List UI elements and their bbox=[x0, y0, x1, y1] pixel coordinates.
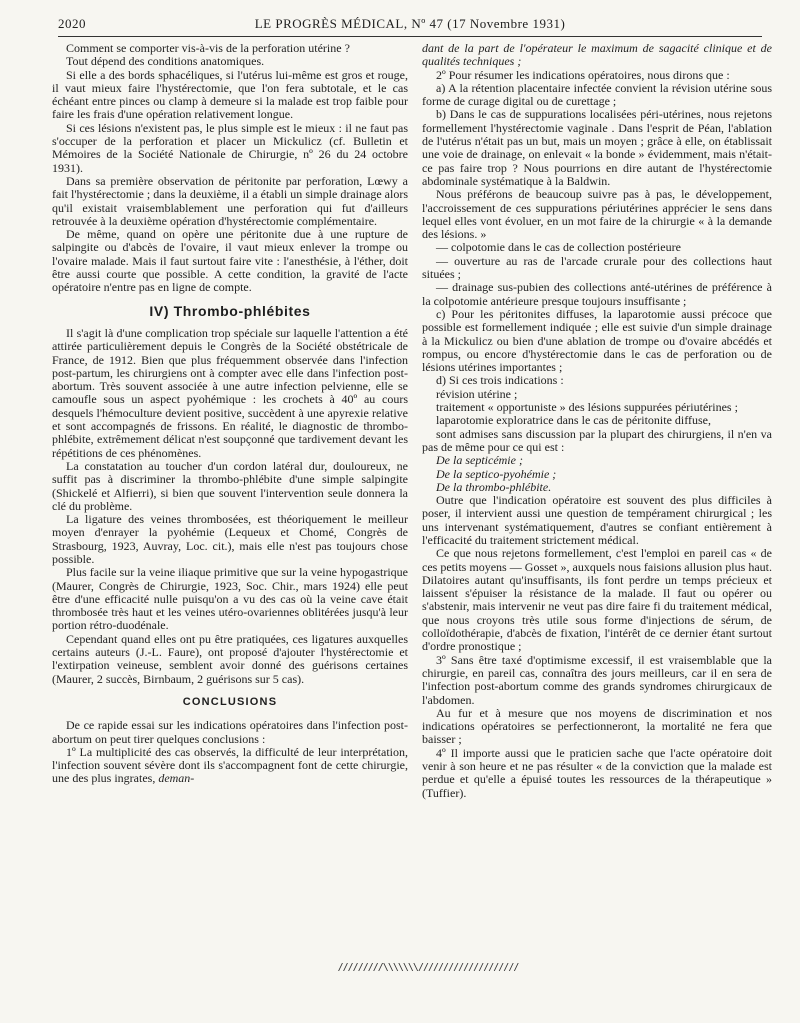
paragraph: d) Si ces trois indications : bbox=[436, 373, 564, 388]
list-item: De la thrombo-phlébite. bbox=[436, 479, 552, 494]
running-title: LE PROGRÈS MÉDICAL, Nº 47 (17 Novembre 1931) bbox=[254, 16, 566, 31]
paragraph: La constatation au toucher d'un cordon latéral dur, douloureux, ne suffit pas à discriminer la thrombo-phlébite d'une simple salpingite (Shickelé et Alfierri), si bien que souvent l'intervention seule donnera la clé du problème. bbox=[52, 458, 408, 513]
page-header bbox=[58, 14, 762, 36]
list-item: — colpotomie dans le cas de collection postérieure bbox=[436, 240, 681, 255]
paragraph: Plus facile sur la veine iliaque primitive que sur la veine hypogastrique (Maurer, Congrès de Chirurgie, 1923, Soc. Chir., mars 1924) elle peut être d'une efficacité nulle puisqu'on a vu des cas où la veine cave était thrombosée très haut et les veines utéro-ovariennes oblitérées jusqu'à leur portion rétro-duodénale. bbox=[52, 565, 408, 633]
paragraph: Si elle a des bords sphacéliques, si l'utérus lui-même est gros et rouge, il vaut mieux faire l'hystérectomie, que l'on fera subtotale, et le cas échéant entre pinces ou clamp à demeure si la malade est trop faible pour faire les frais d'une opération relativement longue. bbox=[52, 67, 408, 122]
paragraph: Ce que nous rejetons formellement, c'est l'emploi en pareil cas « de ces petits moyens — Gosset », auxquels nous faisions allusion plus haut. Dilatoires autant qu'insuffisants, ils font perdre un temps précieux et laissent s'épuiser la résistance de la malade. Il faut ou opérer ou s'abstenir, mais intervenir ne veut pas dire faire fi du traitement médical, que nous croyons très utile sous forme d'injections de sérum, de colloïdothérapie, d'abcès de fixation, l'intérêt de ce dernier étant surtout d'ordre pronostique ; bbox=[422, 546, 772, 654]
paragraph bbox=[52, 746, 408, 786]
paragraph: 4º Il importe aussi que le praticien sache que l'acte opératoire doit venir à son heure et ne pas résulter « de la conviction que la malade est perdue et qu'elle a épuisé toutes les ressources de la thérapeutique » (Tuffier). bbox=[422, 745, 772, 800]
end-ornament: /////////\\\\\\\//////////////////// bbox=[337, 962, 519, 973]
paragraph: Il s'agit là d'une complication trop spéciale sur laquelle l'attention a été attirée particulièrement depuis le Congrès de la Société obstétricale de France, de 1912. Bien que plus fréquemment observée dans l'infection post-partum, les chirurgiens ont à compter avec elle dans l'infection post-abortum. Très souvent associée à une autre infection pelvienne, elle se camoufle sous un aspect pyohémique : les crochets à 40º au cours desquels l'hémoculture devient positive, succèdent à une apyrexie relative et sont accompagnés de frissons. En réalité, le diagnostic de thrombo-phlébite, extrêmement délicat n'est soupçonné que tardivement devant les répétitions de ces phénomènes. bbox=[52, 325, 408, 460]
header-rule bbox=[58, 36, 762, 37]
paragraph-text-italic: deman- bbox=[158, 771, 195, 786]
list-item: — ouverture au ras de l'arcade crurale pour des collections haut situées ; bbox=[422, 253, 772, 282]
section-heading: IV) Thrombo-phlébites bbox=[149, 302, 311, 319]
left-column bbox=[52, 42, 408, 786]
conclusions-heading: CONCLUSIONS bbox=[182, 695, 278, 708]
paragraph: Au fur et à mesure que nos moyens de discrimination et nos indications opératoires se perfectionneront, la mortalité ne fera que baisser ; bbox=[422, 705, 772, 747]
page-number: 2020 bbox=[58, 16, 86, 31]
paragraph: Cependant quand elles ont pu être pratiquées, ces ligatures auxquelles certains auteurs (J.-L. Faure), ont proposé d'ajouter l'hystérectomie et l'extirpation veineuse, semblent avoir donné des guérisons certaines (Maurer, 2 succès, Birnbaum, 2 guérisons sur 5 cas). bbox=[52, 631, 408, 686]
continued-text: dant de la part de l'opérateur le maximum de sagacité clinique et de qualités techniques ; bbox=[422, 41, 772, 69]
paragraph: Outre que l'indication opératoire est souvent des plus difficiles à poser, il intervient aussi une question de tempérament chirurgical ; les uns intervenant systématiquement, d'autres se confiant entièrement à l'efficacité du traitement strictement médical. bbox=[422, 493, 772, 547]
paragraph-text: 1º La multiplicité des cas observés, la difficulté de leur interprétation, l'infection souvent sévère dont ils s'accompagnent font de cette chirurgie, une des plus ingrates, bbox=[52, 744, 408, 786]
paragraph: Si ces lésions n'existent pas, le plus simple est le mieux : il ne faut pas s'occuper de la perforation et placer un Mickulicz (cf. Bulletin et Mémoires de la Société Nationale de Chirurgie, nº 26 du 24 octobre 1931). bbox=[52, 120, 408, 175]
paragraph: Dans sa première observation de péritonite par perforation, Lœwy a fait l'hystérectomie ; dans la deuxième, il a établi un simple drainage alors qu'il existait vraisemblablement une perforation qui fut d'ailleurs retrouvée à la deuxième opération d'hystérectomie complémentaire. bbox=[52, 173, 408, 228]
paragraph: De même, quand on opère une péritonite due à une rupture de salpingite ou d'abcès de l'ovaire, il vaut mieux enlever la trompe ou l'ovaire malade. Mais il faut surtout faire vite : l'anesthésie, à l'éther, doit être aussi courte que possible. A cette condition, la gravité de l'acte opératoire n'entre pas en ligne de compte. bbox=[52, 227, 408, 295]
paragraph: La ligature des veines thrombosées, est théoriquement le meilleur moyen d'enrayer la pyohémie (Lequeux et Chomé, Congrès de Strasbourg, 1923, Auvray, Loc. cit.), mais elle n'est pas toujours chose possible. bbox=[52, 512, 408, 566]
list-item: De la septicémie ; bbox=[436, 453, 523, 468]
paragraph: 3º Sans être taxé d'optimisme excessif, il est vraisemblable que la chirurgie, en pareil cas, connaîtra des jours meilleurs, car il en sera de l'infection post-abortum comme des grands syndromes chirurgicaux de l'abdomen. bbox=[422, 652, 772, 707]
paragraph: sont admises sans discussion par la plupart des chirurgiens, il n'en va pas de même pour ce qui est : bbox=[422, 426, 772, 454]
paragraph: Nous préférons de beaucoup suivre pas à pas, le développement, l'accroissement de ces suppurations périutérines apprécier le sens dans lequel elles vont évoluer, en un mot faire de la chirurgie « à la demande des lésions. » bbox=[422, 187, 772, 242]
paragraph: Tout dépend des conditions anatomiques. bbox=[66, 54, 265, 69]
list-item: laparotomie exploratrice dans le cas de péritonite diffuse, bbox=[436, 413, 712, 428]
list-item: De la septico-pyohémie ; bbox=[436, 466, 557, 481]
paragraph: 2º Pour résumer les indications opératoires, nous dirons que : bbox=[436, 67, 730, 82]
list-item: traitement « opportuniste » des lésions suppurées périutérines ; bbox=[436, 400, 738, 415]
paragraph: Comment se comporter vis-à-vis de la perforation utérine ? bbox=[66, 41, 350, 55]
paragraph: De ce rapide essai sur les indications opératoires dans l'infection post-abortum on peut tirer quelques conclusions : bbox=[52, 718, 408, 746]
paragraph: c) Pour les péritonites diffuses, la laparotomie aussi précoce que possible est formellement indiquée ; elle est suivie d'un simple drainage à la Mickulicz ou bien d'une ablation de trompe ou d'ovaire abcédés et rompus, ou encore d'hystérectomie dans le cas de perforation ou de lésions utérines importantes ; bbox=[422, 306, 772, 375]
list-item: — drainage sus-pubien des collections anté-utérines de préférence à la colpotomie antérieure presque toujours insuffisante ; bbox=[422, 280, 772, 308]
paragraph: b) Dans le cas de suppurations localisées péri-utérines, nous rejetons formellement l'hystérectomie vaginale . Dans l'esprit de Péan, l'ablation de l'utérus n'était pas un but, mais un moyen ; grâce à elle, on établissait une voie de drainage, on enlevait « la bonde » évidemment, mais n'était-ce pas faire trop ? Nous pourrions en dire autant de l'hystérectomie abdominale systématique à la Baldwin. bbox=[422, 107, 772, 188]
paragraph: a) A la rétention placentaire infectée convient la révision utérine sous forme de curage digital ou de curettage ; bbox=[422, 80, 772, 109]
right-column bbox=[422, 42, 772, 800]
paragraph bbox=[422, 42, 772, 69]
list-item: révision utérine ; bbox=[436, 386, 518, 401]
